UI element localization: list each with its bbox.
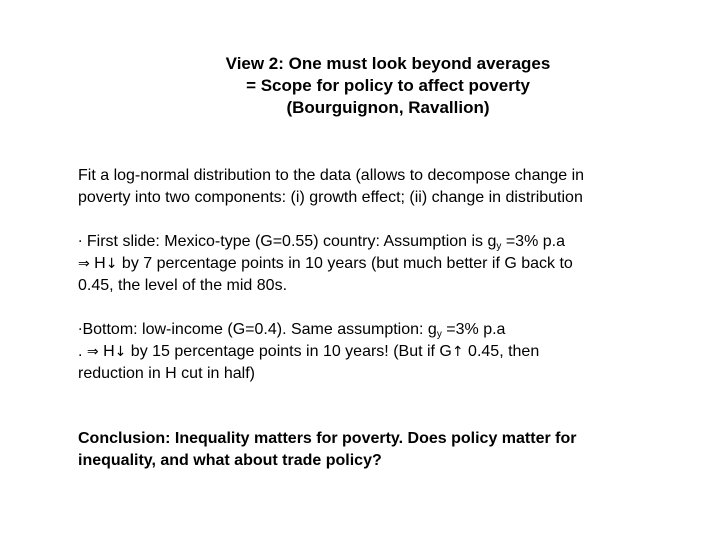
implies-icon: ⇒: [78, 256, 90, 272]
intro-paragraph: [78, 165, 678, 209]
point-low-income-result: by 15 percentage points in 10 years! (But if G: [126, 343, 452, 360]
down-arrow-icon: ↓: [114, 344, 127, 360]
point-mexico-text: First slide: Mexico-type (G=0.55) country: Assumption is g: [82, 233, 497, 250]
title-line-2: = Scope for policy to affect poverty: [246, 76, 530, 95]
point-low-income-text: Bottom: low-income (G=0.4). Same assumption: g: [82, 321, 437, 338]
point-low-income-gini: 0.45, then: [463, 343, 540, 360]
slide-title: [0, 53, 720, 119]
conclusion: [78, 428, 678, 472]
bullet-icon: ·: [78, 234, 83, 250]
title-line-3: (Bourguignon, Ravallion): [286, 98, 490, 117]
intro-line-2: poverty into two components: (i) growth effect; (ii) change in distribution: [78, 189, 583, 206]
subscript-y: y: [436, 329, 442, 340]
point-low-income-rate: =3% p.a: [441, 321, 506, 338]
headcount-label: H: [89, 255, 106, 272]
point-mexico-line-1: [78, 231, 678, 253]
conclusion-line-1: Conclusion: Inequality matters for poverty. Does policy matter for: [78, 430, 577, 447]
subscript-y: y: [496, 241, 502, 252]
point-mexico-line-3: 0.45, the level of the mid 80s.: [78, 277, 288, 294]
point-mexico-line-2: [78, 253, 678, 275]
point-mexico-result: by 7 percentage points in 10 years (but much better if G back to: [117, 255, 573, 272]
point-low-income-line-3: reduction in H cut in half): [78, 365, 255, 382]
point-low-income-line-2: [78, 341, 678, 363]
implies-icon: ⇒: [86, 344, 99, 360]
up-arrow-icon: ↑: [451, 344, 464, 360]
line-prefix: .: [78, 343, 87, 360]
point-low-income-line-1: [78, 319, 678, 341]
down-arrow-icon: ↓: [105, 256, 118, 272]
point-mexico-rate: =3% p.a: [501, 233, 565, 250]
point-low-income: [78, 319, 678, 385]
title-line-1: View 2: One must look beyond averages: [225, 54, 551, 73]
headcount-label: H: [98, 343, 115, 360]
intro-line-1: Fit a log-normal distribution to the data (allows to decompose change in: [78, 167, 585, 184]
conclusion-line-2: inequality, and what about trade policy?: [78, 452, 382, 469]
bullet-icon: ·: [78, 322, 83, 338]
point-mexico: [78, 231, 678, 297]
